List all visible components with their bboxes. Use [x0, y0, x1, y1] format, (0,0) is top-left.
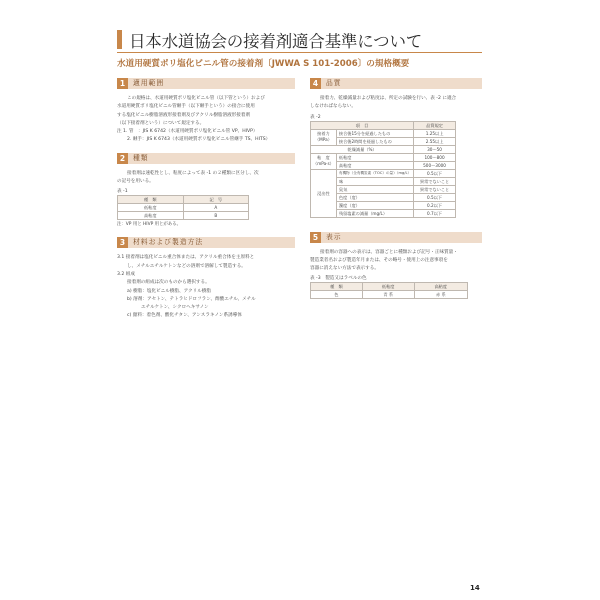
quality-table: [310, 121, 456, 218]
table-cell: 接合後15分を経過したもの: [336, 129, 413, 137]
section-title: 材料および製造方法: [133, 238, 204, 247]
section-1-body: [117, 95, 295, 145]
table-cell: 2.55以上: [414, 137, 456, 145]
table-cell: 異常でないこと: [414, 177, 456, 185]
table-cell: 臭気: [336, 185, 413, 193]
page-title: 日本水道協会の接着剤適合基準について: [129, 32, 423, 51]
table-row: [311, 153, 456, 161]
section-number: 4: [310, 78, 321, 89]
group-label: 浸出性: [311, 169, 337, 217]
paragraph-line: 接着剤の組成は次のものから選択する。: [127, 280, 210, 286]
page-header: [117, 28, 482, 50]
table-cell: 低粘度: [118, 204, 184, 212]
list-item: c) 顔料：着色剤、酸化チタン、アンスラキノン系誘導体: [127, 313, 242, 319]
table-cell: 有機物（全有機炭素（TOC）の量）（mg/L）: [336, 169, 413, 177]
section-title: 適用範囲: [133, 79, 165, 87]
table-cell: 0.5以下: [414, 193, 456, 201]
table-note: 注：VP 用と HIVP 用とがある。: [117, 222, 181, 228]
table-cell: 色: [311, 291, 363, 299]
list-item: a) 樹脂：塩化ビニル樹脂、アクリル樹脂: [127, 288, 212, 294]
table-row: [311, 291, 468, 299]
table-cell: 30〜50: [414, 145, 456, 153]
table-cell: 色度（度）: [336, 193, 413, 201]
table-caption: 表 -1: [117, 189, 128, 195]
paragraph-line: の記号を用いる。: [117, 179, 154, 185]
section-title: 種類: [133, 153, 149, 162]
paragraph-line: 接着剤は速乾性とし、粘度によって表 -1 の２種類に区分し、次: [127, 170, 259, 176]
paragraph-line: 接着剤の容器への表示は、容器ごとに種類および記号・正味質量・: [320, 249, 458, 255]
table-header: 項 目: [311, 121, 414, 129]
section-3-header: [117, 237, 295, 248]
section-number: 5: [310, 232, 321, 243]
section-number: 1: [117, 78, 128, 89]
section-1-header: [117, 78, 295, 89]
table-cell: 残留塩素の減量（mg/L）: [336, 209, 413, 217]
table-cell: 濁度（度）: [336, 201, 413, 209]
group-label: 接着力 （MPa）: [311, 129, 337, 145]
section-4-body: [310, 95, 482, 218]
title-accent-bar: [117, 30, 122, 49]
table-cell: 高粘度: [336, 161, 413, 169]
section-number: 2: [117, 153, 128, 164]
table-cell: 1.25以上: [414, 129, 456, 137]
section-5-header: [310, 232, 482, 243]
left-column: [117, 78, 295, 321]
paragraph-line: （以下接着剤という）について規定する。: [117, 120, 205, 126]
paragraph-line: 接着力、乾燥減量および粘度は、所定の試験を行い、表 -2 に適合: [320, 96, 457, 101]
paragraph-line: この規格は、水道用硬質ポリ塩化ビニル管（以下管という）および: [127, 96, 265, 101]
paragraph-line: し、メチルエチルケトンなどの溶剤で溶解して製造する。: [127, 263, 246, 269]
section-number: 3: [117, 237, 128, 248]
table-row: [311, 129, 456, 137]
title-rule: [117, 52, 482, 53]
section-4-header: [310, 78, 482, 89]
section-title: 品質: [326, 79, 342, 87]
note-line: 2. 継手：JIS K 6743（水道用硬質ポリ塩化ビニル管継手 TS、HITS）: [127, 137, 271, 143]
paragraph-line: 容器に消えない方法で表示する。: [310, 266, 379, 272]
section-5-body: [310, 249, 482, 300]
table-cell: 高粘度: [118, 212, 184, 220]
table-cell: 0.7以下: [414, 209, 456, 217]
table-header: 品質規定: [414, 121, 456, 129]
table-header: 記 号: [183, 196, 249, 204]
type-table: [117, 195, 249, 220]
table-cell: 0.2以下: [414, 201, 456, 209]
section-title: 表示: [326, 232, 342, 241]
page-subtitle: 水道用硬質ポリ塩化ビニル管の接着剤〔JWWA S 101-2006〕の規格概要: [117, 59, 410, 69]
right-column: [310, 78, 482, 299]
paragraph-line: 水道用硬質ポリ塩化ビニル管継手（以下継手という）の接合に使用: [117, 104, 255, 110]
section-3-body: [117, 254, 295, 320]
table-header: 高粘度: [414, 283, 467, 291]
table-caption: 表 -2: [310, 114, 321, 120]
table-cell: 異常でないこと: [414, 185, 456, 193]
paragraph-line: 3.1 接着剤は塩化ビニル重合体または、アクリル重合体を主原料と: [117, 255, 255, 261]
paragraph-line: 3.2 組成: [117, 271, 135, 277]
group-label: 粘 度 （mPa·s）: [311, 153, 337, 169]
paragraph-line: しなければならない。: [310, 104, 356, 110]
table-cell: 味: [336, 177, 413, 185]
table-cell: 低粘度: [336, 153, 413, 161]
paragraph-line: する塩化ビニル樹脂溶液形接着剤及びアクリル樹脂溶液形接着剤: [117, 112, 251, 118]
table-cell: 接合後2時間を経過したもの: [336, 137, 413, 145]
table-row: [311, 169, 456, 177]
table-cell: 500〜3000: [414, 161, 456, 169]
table-header: 種 類: [311, 283, 363, 291]
list-item: b) 溶剤：アセトン、テトラヒドロフラン、酢酸エチル、メチル: [127, 296, 256, 302]
table-cell: 赤 系: [414, 291, 467, 299]
note-line: 注 1. 管 ：JIS K 6742（水道用硬質ポリ塩化ビニル管 VP、HIVP）: [117, 129, 258, 135]
table-cell: 乾燥減量（%）: [311, 145, 414, 153]
label-color-table: [310, 282, 468, 299]
page-number: 14: [470, 584, 480, 592]
list-item-continued: エチルケトン、シクロヘキサノン: [141, 305, 209, 311]
paragraph-line: 製造業者名および製造年月または、その略号・使用上の注意事項を: [310, 257, 448, 263]
table-header: 種 類: [118, 196, 184, 204]
section-2-header: [117, 153, 295, 164]
table-cell: 青 系: [362, 291, 414, 299]
table-row: [118, 204, 249, 212]
table-caption: 表 -3 製造又はラベルの色: [310, 276, 367, 282]
table-cell: 100〜800: [414, 153, 456, 161]
section-2-body: [117, 170, 295, 228]
table-cell: A: [183, 204, 249, 212]
table-row: [311, 145, 456, 153]
table-header: 低粘度: [362, 283, 414, 291]
table-cell: 0.5以下: [414, 169, 456, 177]
table-cell: B: [183, 212, 249, 220]
table-row: [118, 212, 249, 220]
